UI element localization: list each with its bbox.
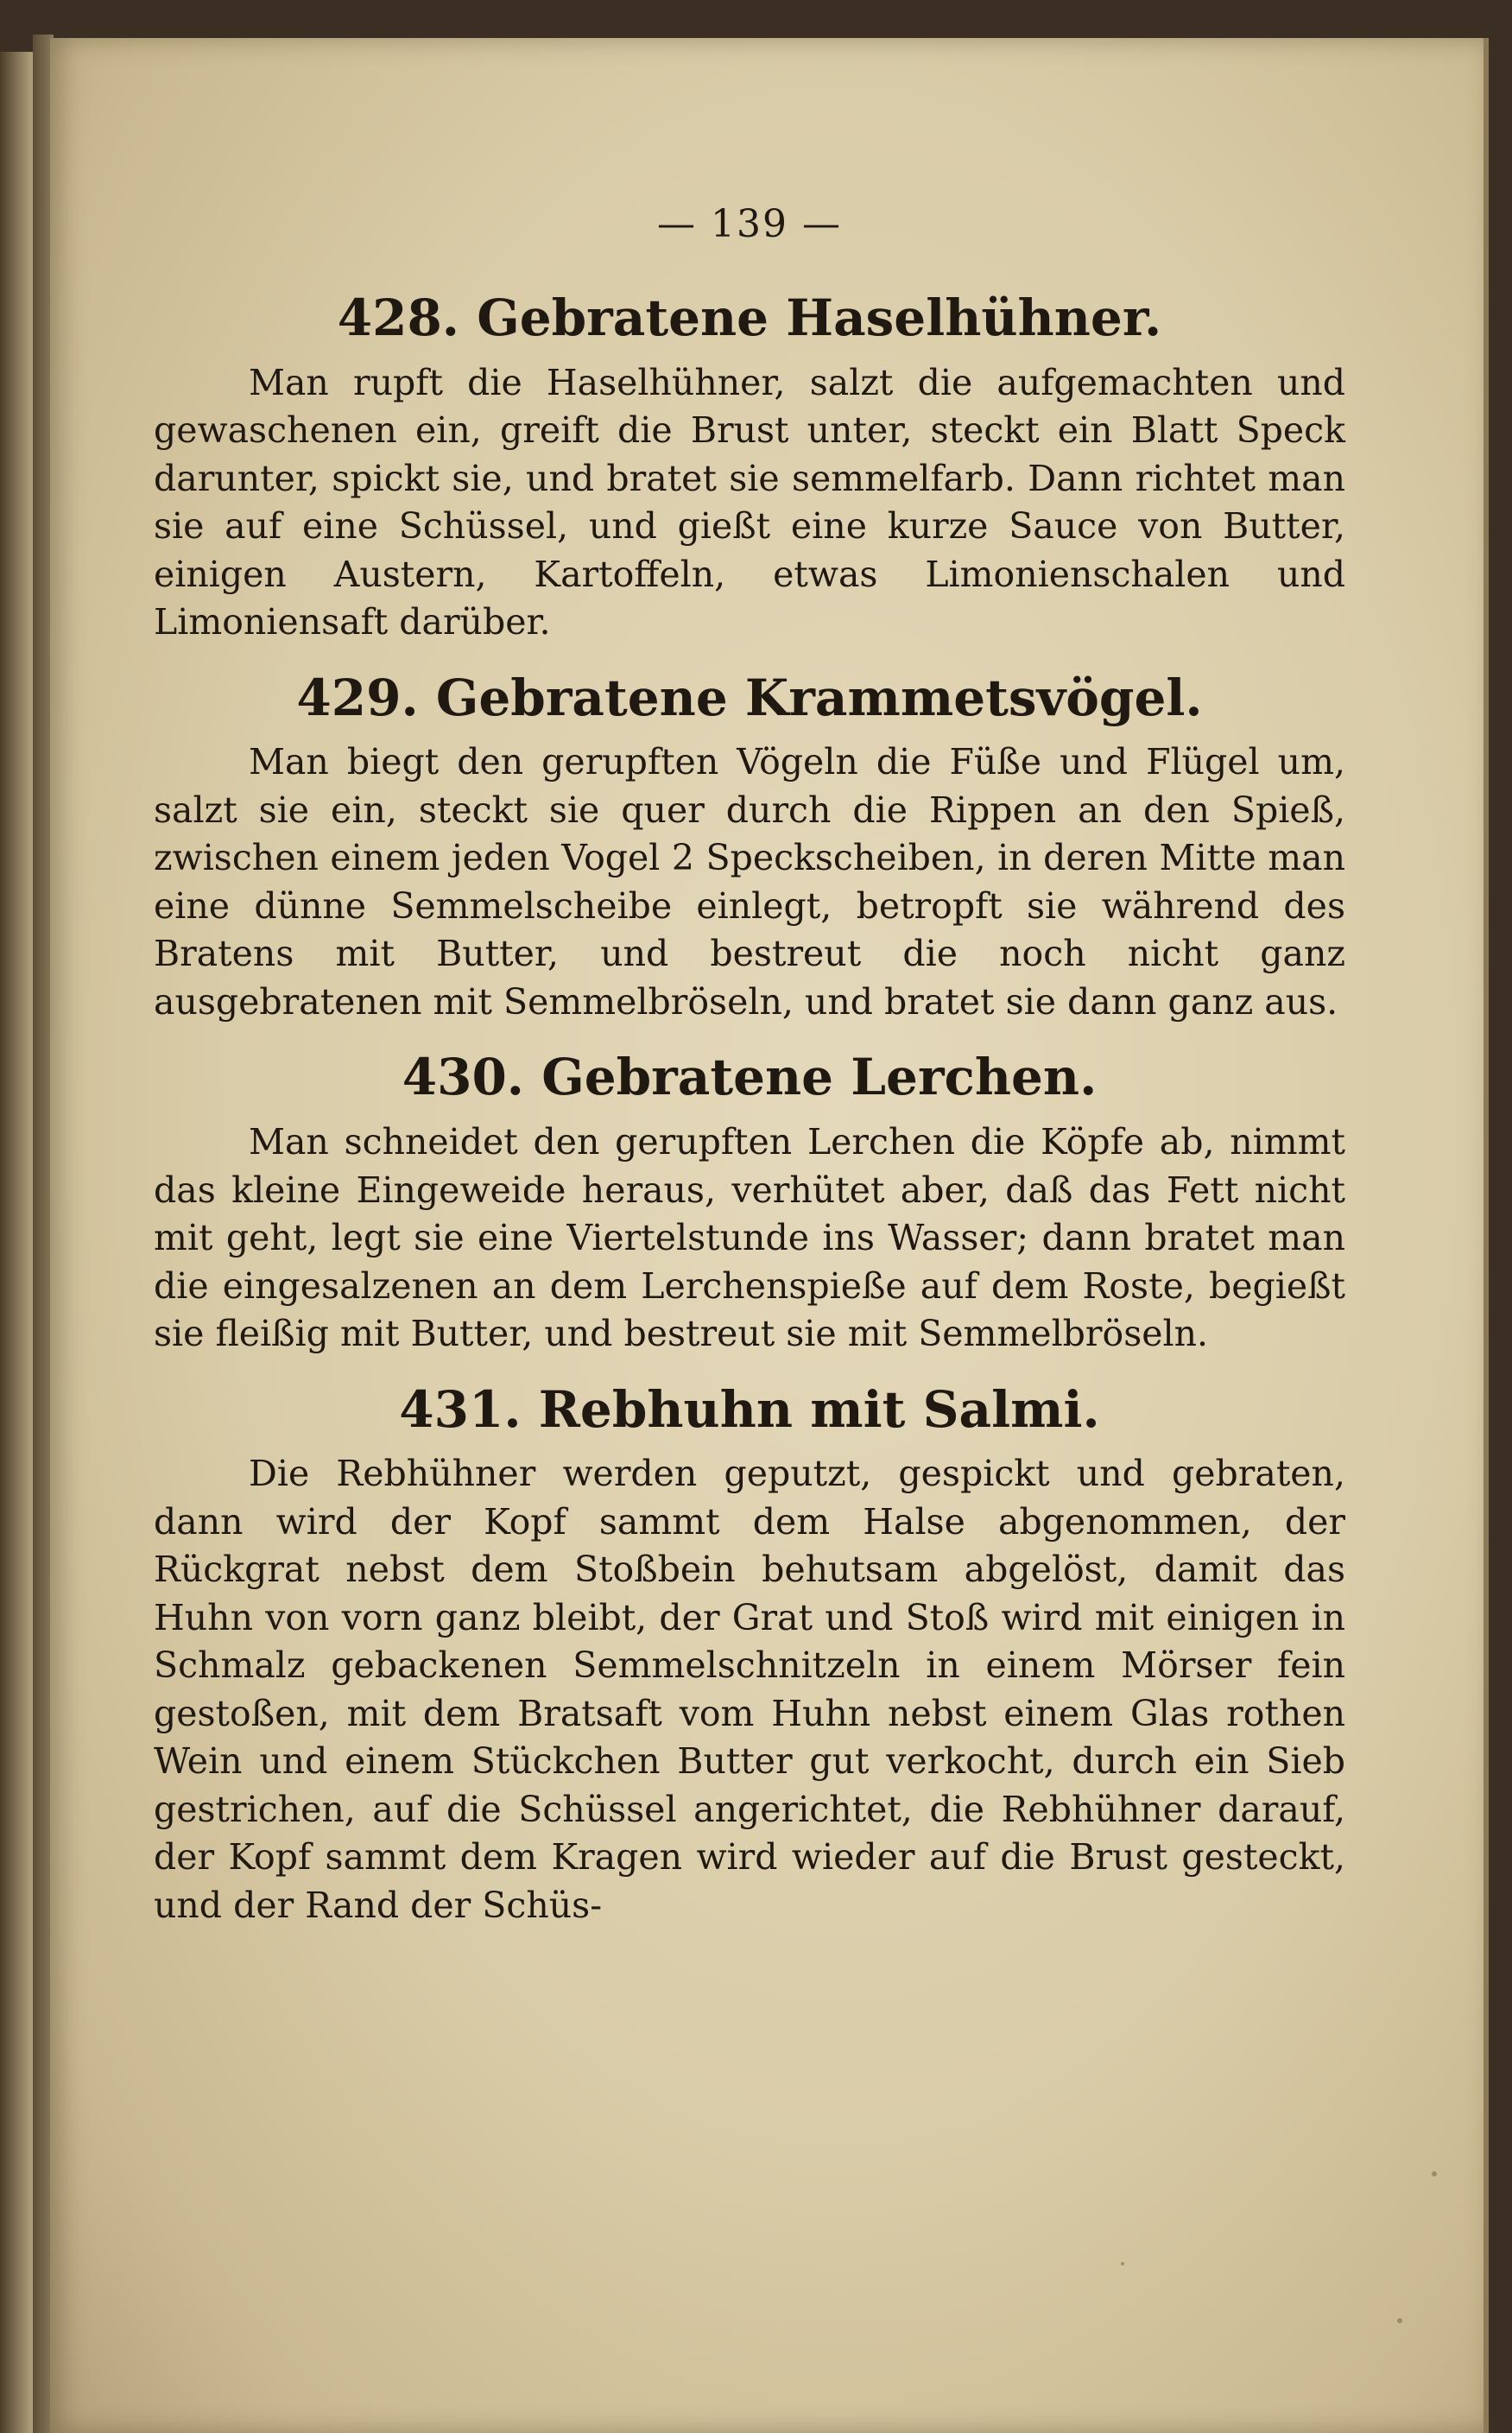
page-number: — 139 — [657, 202, 842, 246]
recipe-body: Man biegt den gerupften Vögeln die Füße und Flügel um, salzt sie ein, steckt sie quer durch die Rippen an den Spieß, zwischen einem jeden Vogel 2 Speckscheiben, in deren Mitte man eine dünne Semmelscheibe einlegt, betropft sie während des Bratens mit Butter, und bestreut die noch nicht ganz ausgebratenen mit Semmelbröseln, und bratet sie dann ganz aus. [154, 741, 1345, 1023]
recipe-title: 430. Gebratene Lerchen. [402, 1048, 1098, 1107]
recipe-title: 429. Gebratene Krammetsvögel. [296, 668, 1203, 727]
recipe-428 [154, 289, 1345, 647]
recipe-title: 431. Rebhuhn mit Salmi. [399, 1379, 1100, 1439]
paper-speck [1121, 2262, 1124, 2265]
left-page-edge [0, 52, 35, 2433]
book-page [50, 38, 1489, 2433]
recipe-431 [154, 1381, 1345, 1930]
page-text [154, 202, 1345, 1952]
recipe-body: Man schneidet den gerupften Lerchen die Köpfe ab, nimmt das kleine Eingeweide heraus, verhütet aber, daß das Fett nicht mit geht, legt sie eine Viertelstunde ins Wasser; dann bratet man die eingesalzenen an dem Lerchenspieße auf dem Roste, begießt sie fleißig mit Butter, und bestreut sie mit Semmelbröseln. [154, 1121, 1345, 1355]
recipe-body: Man rupft die Haselhühner, salzt die aufgemachten und gewaschenen ein, greift die Brust unter, steckt ein Blatt Speck darunter, spickt sie, und bratet sie semmelfarb. Dann richtet man sie auf eine Schüssel, und gießt eine kurze Sauce von Butter, einigen Austern, Kartoffeln, etwas Limonienschalen und Limoniensaft darüber. [154, 361, 1345, 643]
recipe-body: Die Rebhühner werden geputzt, gespickt und gebraten, dann wird der Kopf sammt dem Halse abgenommen, der Rückgrat nebst dem Stoßbein behutsam abgelöst, damit das Huhn von vorn ganz bleibt, der Grat und Stoß wird mit einigen in Schmalz gebackenen Semmelschnitzeln in einem Mörser fein gestoßen, mit dem Bratsaft vom Huhn nebst einem Glas rothen Wein und einem Stückchen Butter gut verkocht, durch ein Sieb gestrichen, auf die Schüssel angerichtet, die Rebhühner darauf, der Kopf sammt dem Kragen wird wieder auf die Brust gesteckt, und der Rand der Schüs- [154, 1453, 1345, 1926]
recipe-title: 428. Gebratene Haselhühner. [337, 288, 1162, 347]
recipe-430 [154, 1049, 1345, 1358]
recipe-429 [154, 669, 1345, 1027]
paper-speck [1432, 2171, 1437, 2176]
paper-speck [1397, 2318, 1402, 2323]
